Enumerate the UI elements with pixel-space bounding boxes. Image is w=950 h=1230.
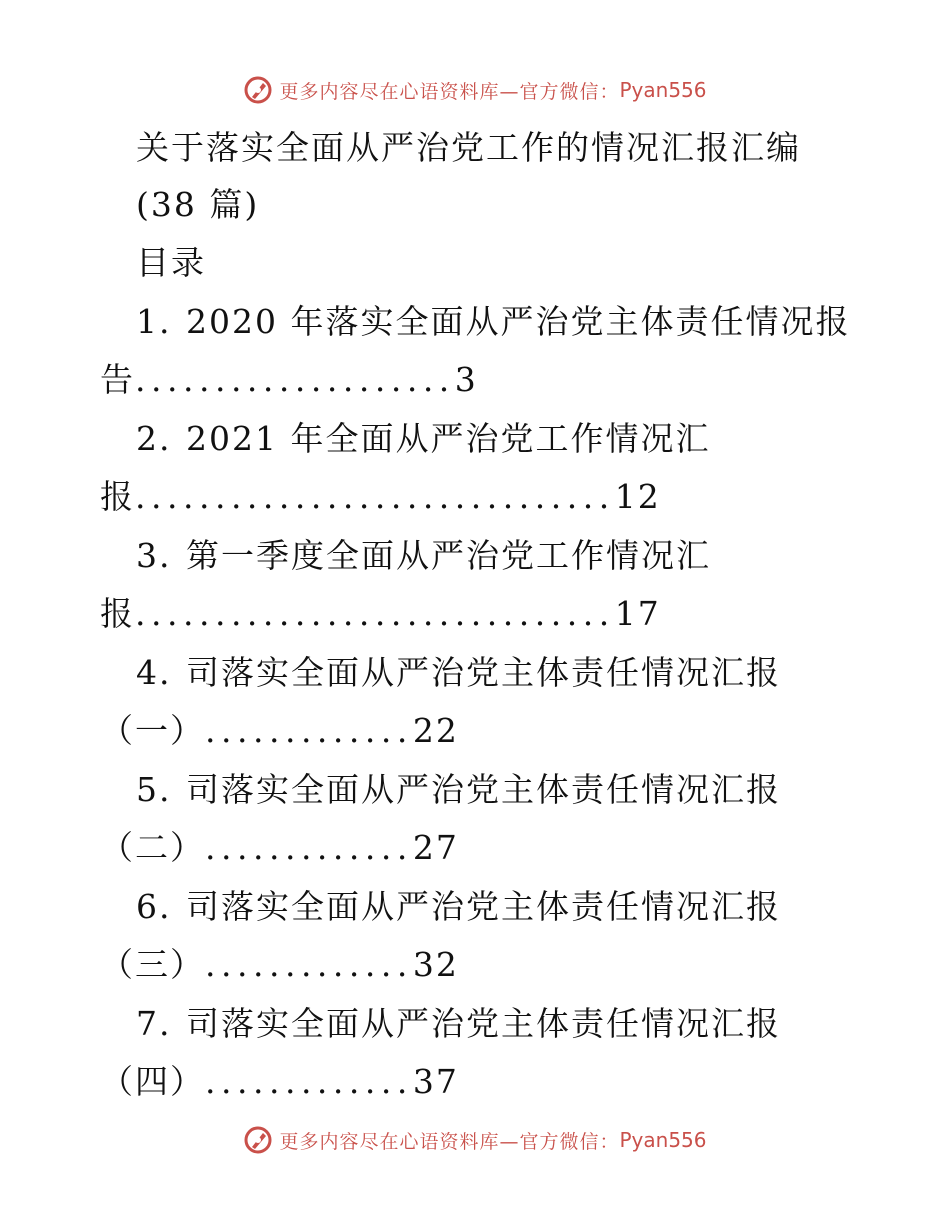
toc-entry-number: 2. xyxy=(136,419,172,458)
toc-entry-text-tail: 报 xyxy=(100,477,135,516)
toc-entry-leader[interactable] xyxy=(100,945,459,985)
toc-page-number: 22 xyxy=(412,711,459,750)
toc-entry-title[interactable] xyxy=(136,887,781,927)
toc-entry-number: 4. xyxy=(136,653,172,692)
watermark-brand-text: 更多内容尽在心语资料库—官方微信： xyxy=(279,1130,620,1153)
toc-entry-title[interactable] xyxy=(136,302,850,342)
toc-entry-title[interactable] xyxy=(136,653,781,693)
toc-entry-text-tail: （三） xyxy=(100,945,205,984)
toc-entry-number: 7. xyxy=(136,1004,172,1043)
watermark-wechat-id: Pyan556 xyxy=(619,78,707,102)
toc-entry-text-tail: 报 xyxy=(100,594,135,633)
toc-dot-leader: ............. xyxy=(205,711,413,750)
watermark-banner-bottom xyxy=(0,1122,950,1158)
toc-entry-leader[interactable] xyxy=(100,360,478,400)
pen-logo-icon xyxy=(243,1125,273,1155)
toc-entry-title[interactable] xyxy=(136,419,710,459)
toc-entry-text: 司落实全面从严治党主体责任情况汇报 xyxy=(186,1004,781,1043)
toc-page-number: 37 xyxy=(412,1062,459,1101)
toc-dot-leader: ............. xyxy=(205,1062,413,1101)
toc-entry-leader[interactable] xyxy=(100,1062,459,1102)
toc-entry-text: 2021 年全面从严治党工作情况汇 xyxy=(186,419,711,458)
toc-entry-leader[interactable] xyxy=(100,477,661,517)
toc-entry-text: 第一季度全面从严治党工作情况汇 xyxy=(186,536,711,575)
toc-entry-number: 5. xyxy=(136,770,172,809)
toc-heading: 目录 xyxy=(136,243,206,282)
toc-page-number: 12 xyxy=(614,477,661,516)
toc-entry-text: 司落实全面从严治党主体责任情况汇报 xyxy=(186,653,781,692)
watermark-wechat-id: Pyan556 xyxy=(619,1128,707,1152)
watermark-brand-text: 更多内容尽在心语资料库—官方微信： xyxy=(279,80,620,103)
toc-entry-leader[interactable] xyxy=(100,711,459,751)
toc-entry-text-tail: 告 xyxy=(100,360,135,399)
toc-page-number: 32 xyxy=(412,945,459,984)
toc-entry-title[interactable] xyxy=(136,770,781,810)
toc-entry-text: 司落实全面从严治党主体责任情况汇报 xyxy=(186,770,781,809)
toc-entry-text-tail: （四） xyxy=(100,1062,205,1101)
toc-dot-leader: .............................. xyxy=(135,594,615,633)
toc-entry-leader[interactable] xyxy=(100,594,661,634)
toc-page-number: 3 xyxy=(454,360,478,399)
toc-dot-leader: ............. xyxy=(205,945,413,984)
document-title-line1: 关于落实全面从严治党工作的情况汇报汇编 xyxy=(136,128,801,167)
toc-dot-leader: .............................. xyxy=(135,477,615,516)
toc-entry-leader[interactable] xyxy=(100,828,459,868)
toc-entry-title[interactable] xyxy=(136,1004,781,1044)
toc-page-number: 17 xyxy=(614,594,661,633)
toc-entry-text: 司落实全面从严治党主体责任情况汇报 xyxy=(186,887,781,926)
toc-entry-number: 6. xyxy=(136,887,172,926)
toc-entry-text-tail: （二） xyxy=(100,828,205,867)
toc-dot-leader: .................... xyxy=(135,360,455,399)
toc-dot-leader: ............. xyxy=(205,828,413,867)
toc-entry-title[interactable] xyxy=(136,536,711,576)
toc-page-number: 27 xyxy=(412,828,459,867)
toc-entry-number: 1. xyxy=(136,302,172,341)
toc-entry-text-tail: （一） xyxy=(100,711,205,750)
document-title-line2: (38 篇) xyxy=(136,185,260,224)
toc-entry-number: 3. xyxy=(136,536,172,575)
toc-entry-text: 2020 年落实全面从严治党主体责任情况报 xyxy=(186,302,851,341)
